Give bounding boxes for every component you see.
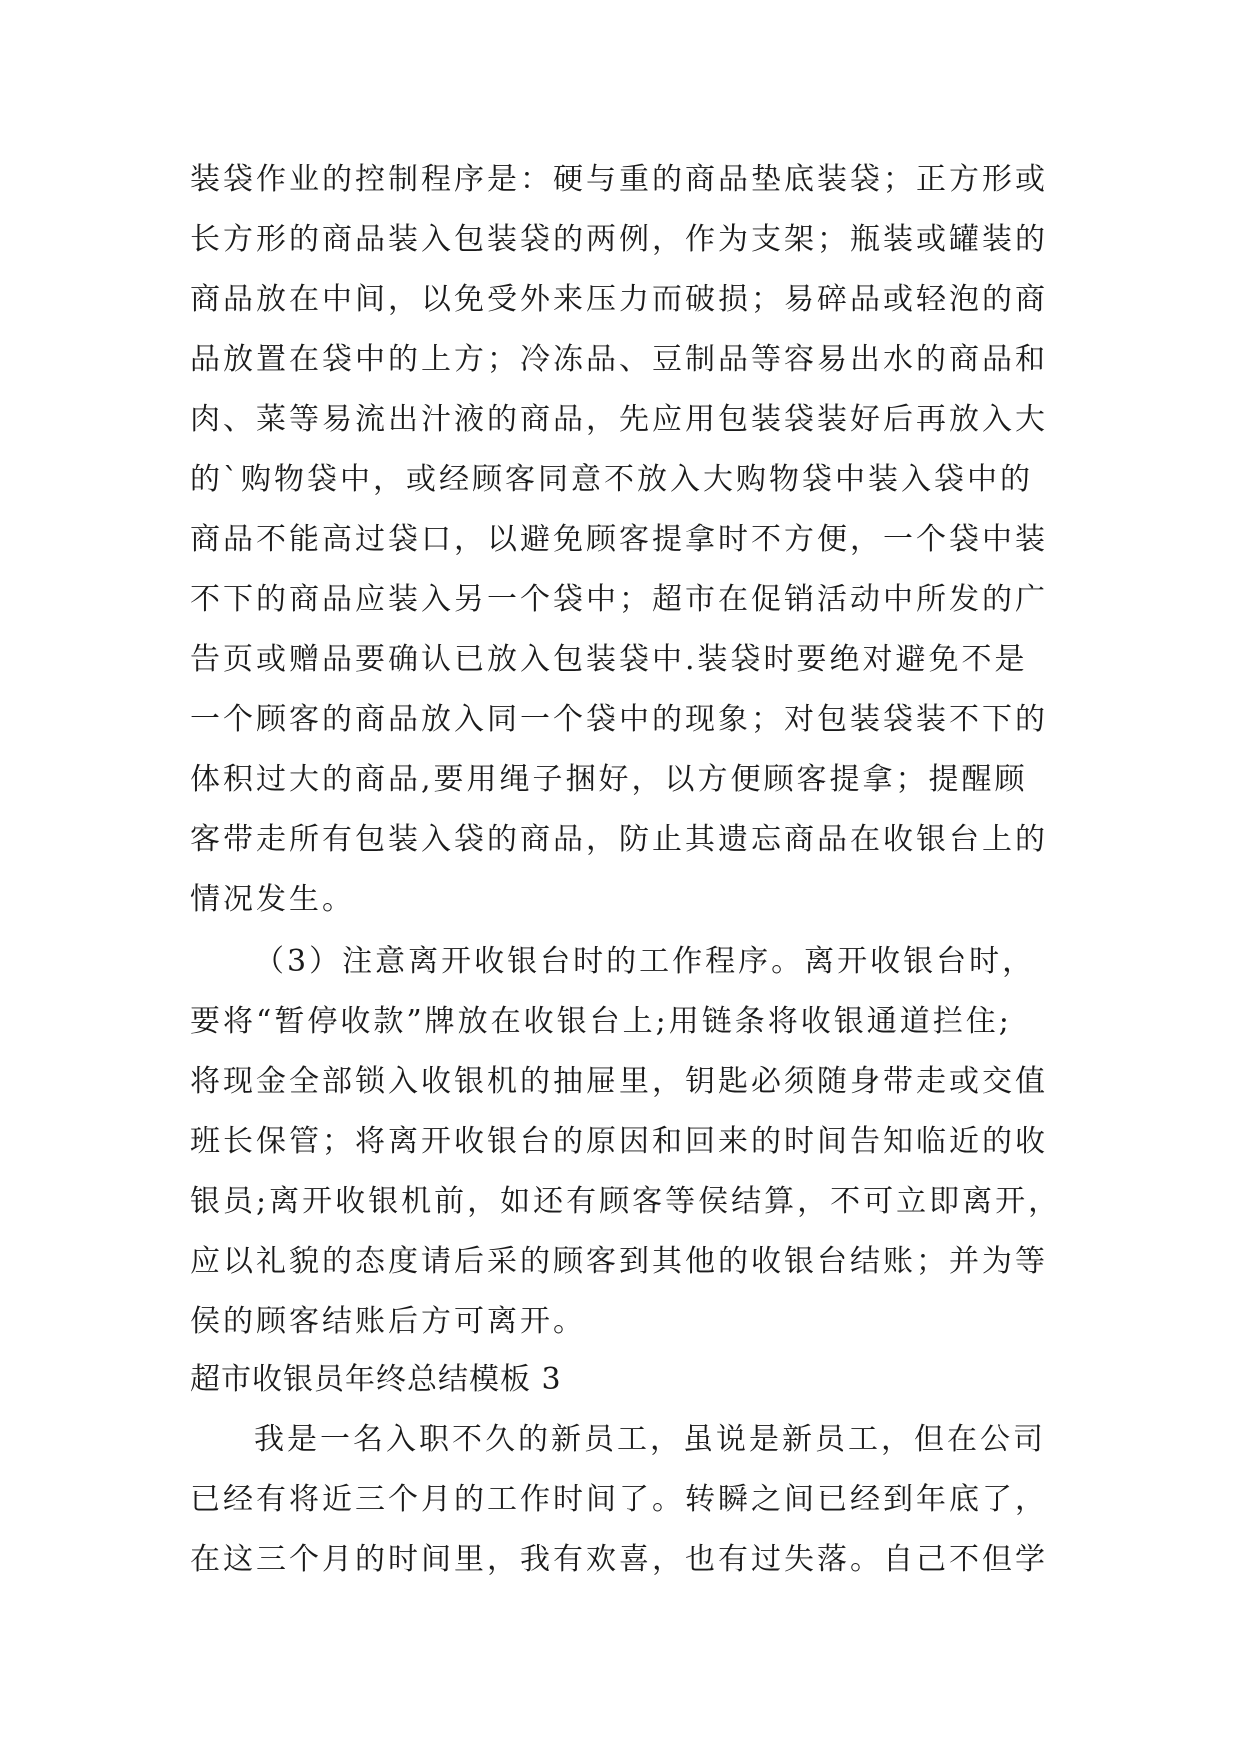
- text-line: 已经有将近三个月的工作时间了。转瞬之间已经到年底了，: [190, 1482, 1048, 1517]
- text-line: 要将“暂停收款”牌放在收银台上;用链条将收银通道拦住;: [190, 1004, 1012, 1039]
- text-line: 肉、菜等易流出汁液的商品，先应用包装袋装好后再放入大: [190, 402, 1048, 437]
- text-line: 装袋作业的控制程序是：硬与重的商品垫底装袋；正方形或: [190, 162, 1048, 197]
- text-line: 在这三个月的时间里，我有欢喜，也有过失落。自己不但学: [190, 1542, 1048, 1577]
- text-line: 一个顾客的商品放入同一个袋中的现象；对包装袋装不下的: [190, 702, 1048, 737]
- text-line: 品放置在袋中的上方；冷冻品、豆制品等容易出水的商品和: [190, 342, 1048, 377]
- text-line: 应以礼貌的态度请后采的顾客到其他的收银台结账；并为等: [190, 1244, 1048, 1279]
- text-line: 客带走所有包装入袋的商品，防止其遗忘商品在收银台上的: [190, 822, 1048, 857]
- text-line: 不下的商品应装入另一个袋中；超市在促销活动中所发的广: [190, 582, 1048, 617]
- text-line: 告页或赠品要确认已放入包装袋中.装袋时要绝对避免不是: [190, 642, 1028, 677]
- text-line: 情况发生。: [190, 882, 355, 917]
- section-heading: 超市收银员年终总结模板 3: [190, 1362, 562, 1397]
- text-line: 的`购物袋中，或经顾客同意不放入大购物袋中装入袋中的: [190, 462, 1033, 497]
- text-line: 长方形的商品装入包装袋的两例，作为支架；瓶装或罐装的: [190, 222, 1048, 257]
- text-line: 银员;离开收银机前，如还有顾客等侯结算，不可立即离开，: [190, 1184, 1062, 1219]
- text-line: 商品不能高过袋口，以避免顾客提拿时不方便，一个袋中装: [190, 522, 1048, 557]
- text-line: 侯的顾客结账后方可离开。: [190, 1304, 586, 1339]
- text-line: 体积过大的商品,要用绳子捆好，以方便顾客提拿；提醒顾: [190, 762, 1028, 797]
- paragraph-first-line: 我是一名入职不久的新员工，虽说是新员工，但在公司: [254, 1422, 1046, 1457]
- paragraph-first-line: （3）注意离开收银台时的工作程序。离开收银台时，: [254, 944, 1036, 979]
- text-line: 班长保管；将离开收银台的原因和回来的时间告知临近的收: [190, 1124, 1048, 1159]
- text-line: 商品放在中间，以免受外来压力而破损；易碎品或轻泡的商: [190, 282, 1048, 317]
- text-line: 将现金全部锁入收银机的抽屉里，钥匙必须随身带走或交值: [190, 1064, 1048, 1099]
